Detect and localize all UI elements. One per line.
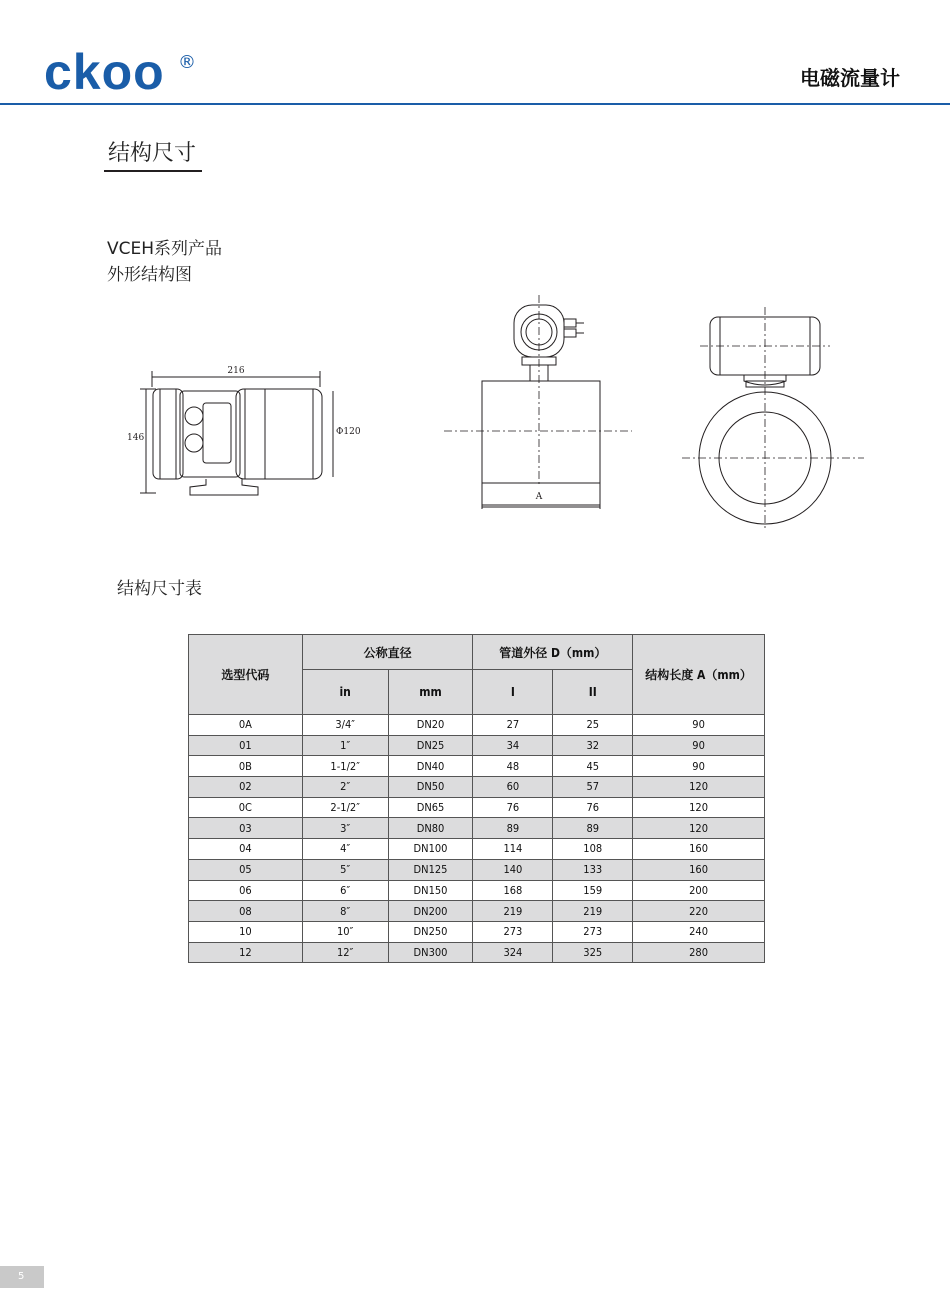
cell-d2: 133	[553, 859, 633, 880]
cell-a: 280	[633, 942, 765, 963]
cell-d1: 140	[473, 859, 553, 880]
cell-d1: 60	[473, 777, 553, 798]
table-row	[189, 797, 765, 818]
cell-a: 90	[633, 756, 765, 777]
table-row	[189, 942, 765, 963]
cell-in: 8″	[302, 901, 388, 922]
cell-d2: 108	[553, 839, 633, 860]
cell-d1: 273	[473, 921, 553, 942]
cell-d1: 324	[473, 942, 553, 963]
cell-d1: 34	[473, 735, 553, 756]
dim-phi120-label: Φ120	[336, 427, 361, 437]
cell-a: 220	[633, 901, 765, 922]
cell-code: 12	[189, 942, 303, 963]
cell-in: 6″	[302, 880, 388, 901]
front-view-drawing	[482, 305, 600, 509]
cell-a: 120	[633, 797, 765, 818]
dim-216-label: 216	[227, 366, 245, 376]
cell-d1: 168	[473, 880, 553, 901]
cell-mm: DN25	[388, 735, 473, 756]
cell-d2: 25	[553, 715, 633, 736]
cell-code: 0B	[189, 756, 303, 777]
cell-d2: 219	[553, 901, 633, 922]
header-nominal-diameter: 公称直径	[302, 635, 473, 670]
table-row	[189, 735, 765, 756]
table-row	[189, 715, 765, 736]
table-row	[189, 839, 765, 860]
cell-mm: DN80	[388, 818, 473, 839]
table-row	[189, 921, 765, 942]
cell-code: 0C	[189, 797, 303, 818]
dim-146-label: 146	[127, 433, 145, 443]
cell-mm: DN50	[388, 777, 473, 798]
dimension-table	[188, 634, 765, 963]
cell-in: 4″	[302, 839, 388, 860]
cell-mm: DN65	[388, 797, 473, 818]
header-in: in	[302, 670, 388, 715]
drawing-caption-line2: 外形结构图	[107, 265, 192, 285]
page-number: 5	[0, 1266, 44, 1288]
front-view-centerlines	[444, 295, 632, 485]
drawing-caption-line1: VCEH系列产品	[107, 239, 223, 259]
cell-code: 05	[189, 859, 303, 880]
section-title: 结构尺寸	[108, 141, 197, 166]
header-length: 结构长度 A（mm）	[633, 635, 765, 715]
cell-mm: DN125	[388, 859, 473, 880]
table-row	[189, 756, 765, 777]
cell-mm: DN40	[388, 756, 473, 777]
cell-d1: 114	[473, 839, 553, 860]
cell-d2: 89	[553, 818, 633, 839]
cell-a: 120	[633, 777, 765, 798]
drawing-caption	[107, 236, 222, 288]
brand-logo: ckoo	[44, 44, 165, 100]
cell-mm: DN300	[388, 942, 473, 963]
header-od-1: I	[473, 670, 553, 715]
cell-mm: DN100	[388, 839, 473, 860]
table-row	[189, 777, 765, 798]
side-view-drawing	[140, 371, 333, 495]
cell-code: 01	[189, 735, 303, 756]
table-title: 结构尺寸表	[117, 579, 202, 599]
dim-a-label: A	[535, 492, 543, 502]
cell-mm: DN250	[388, 921, 473, 942]
cell-d2: 325	[553, 942, 633, 963]
cell-mm: DN20	[388, 715, 473, 736]
cell-d1: 76	[473, 797, 553, 818]
cell-d1: 27	[473, 715, 553, 736]
cell-code: 0A	[189, 715, 303, 736]
cell-d2: 32	[553, 735, 633, 756]
outline-drawings	[0, 295, 950, 535]
cell-code: 03	[189, 818, 303, 839]
cell-in: 2″	[302, 777, 388, 798]
cell-d2: 57	[553, 777, 633, 798]
cell-d1: 219	[473, 901, 553, 922]
cell-code: 02	[189, 777, 303, 798]
cell-in: 3″	[302, 818, 388, 839]
cell-code: 08	[189, 901, 303, 922]
cell-d2: 159	[553, 880, 633, 901]
cell-a: 160	[633, 839, 765, 860]
cell-a: 90	[633, 735, 765, 756]
section-title-underline	[104, 170, 202, 172]
cell-in: 10″	[302, 921, 388, 942]
header-divider	[0, 103, 950, 105]
cell-a: 200	[633, 880, 765, 901]
cell-d1: 48	[473, 756, 553, 777]
cell-in: 2-1/2″	[302, 797, 388, 818]
cell-code: 10	[189, 921, 303, 942]
end-view-centerlines	[682, 307, 864, 529]
cell-in: 3/4″	[302, 715, 388, 736]
cell-a: 160	[633, 859, 765, 880]
cell-d2: 45	[553, 756, 633, 777]
table-row	[189, 901, 765, 922]
cell-d1: 89	[473, 818, 553, 839]
table-row	[189, 859, 765, 880]
cell-d2: 76	[553, 797, 633, 818]
header-od-2: II	[553, 670, 633, 715]
cell-a: 90	[633, 715, 765, 736]
cell-in: 12″	[302, 942, 388, 963]
table-row	[189, 880, 765, 901]
cell-in: 5″	[302, 859, 388, 880]
cell-a: 120	[633, 818, 765, 839]
cell-a: 240	[633, 921, 765, 942]
header-pipe-od: 管道外径 D（mm）	[473, 635, 633, 670]
header-mm: mm	[388, 670, 473, 715]
cell-in: 1″	[302, 735, 388, 756]
table-row	[189, 818, 765, 839]
cell-mm: DN200	[388, 901, 473, 922]
registered-mark: ®	[178, 52, 196, 73]
cell-in: 1-1/2″	[302, 756, 388, 777]
cell-code: 06	[189, 880, 303, 901]
product-title: 电磁流量计	[800, 66, 900, 90]
cell-mm: DN150	[388, 880, 473, 901]
header-model-code: 选型代码	[189, 635, 303, 715]
cell-d2: 273	[553, 921, 633, 942]
cell-code: 04	[189, 839, 303, 860]
